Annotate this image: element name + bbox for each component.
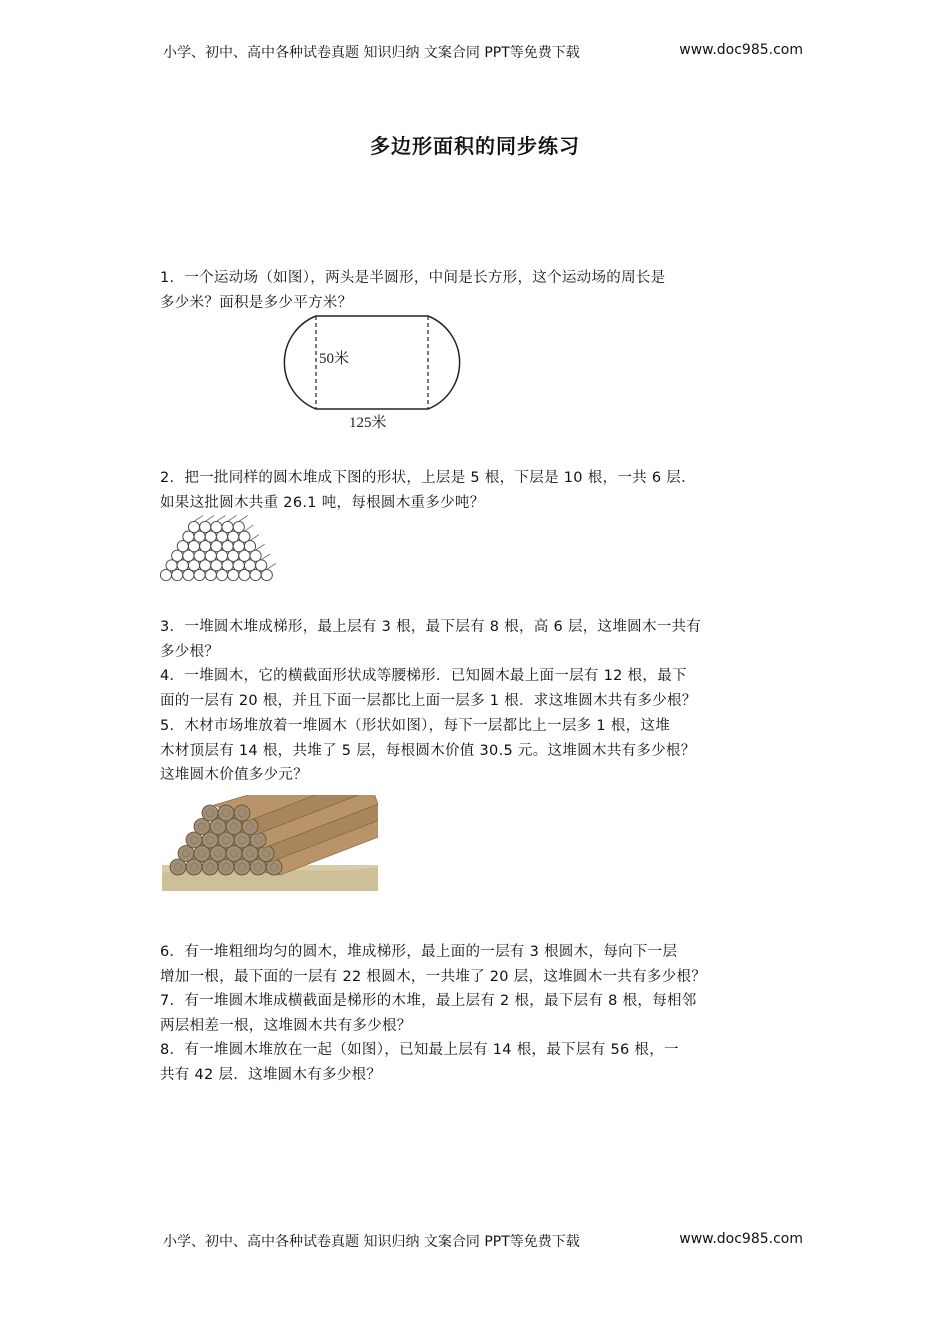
question-3 [160, 615, 792, 664]
stadium-length-label: 125米 [349, 415, 387, 431]
footer-text: 小学、初中、高中各种试卷真题 知识归纳 文案合同 PPT等免费下载 [163, 1234, 580, 1250]
log-depth-line [194, 515, 203, 521]
question-4 [160, 664, 792, 713]
question-7 [160, 989, 792, 1038]
question-6-line-1: 6．有一堆粗细均匀的圆木，堆成梯形，最上面的一层有 3 根圆木，每向下一层 [160, 944, 678, 960]
log-depth-line [267, 563, 276, 569]
page-footer [163, 1231, 803, 1251]
log-depth-line [205, 515, 214, 521]
question-5 [160, 714, 792, 788]
question-3-line-1: 3．一堆圆木堆成梯形，最上层有 3 根，最下层有 8 根，高 6 层，这堆圆木一共有 [160, 619, 702, 635]
question-2-line-1: 2．把一批同样的圆木堆成下图的形状，上层是 5 根，下层是 10 根，一共 6 层． [160, 470, 696, 486]
question-8-line-1: 8．有一堆圆木堆放在一起（如图），已知最上层有 14 根，最下层有 56 根，一 [160, 1042, 679, 1058]
question-5-line-1: 5．木材市场堆放着一堆圆木（形状如图），每下一层都比上一层多 1 根，这堆 [160, 718, 671, 734]
question-1-line-2: 多少米？面积是多少平方米？ [160, 294, 353, 311]
log-end [211, 521, 222, 532]
question-1-line-1: 1．一个运动场（如图），两头是半圆形，中间是长方形，这个运动场的周长是 [160, 270, 666, 286]
log-depth-line [228, 515, 237, 521]
question-3-line-2: 多少根？ [160, 643, 220, 660]
log-depth-line [239, 515, 248, 521]
log-depth-line [216, 515, 225, 521]
log-depth-line [250, 535, 259, 541]
question-8-line-2: 共有 42 层．这堆圆木有多少根？ [160, 1066, 382, 1083]
stadium-height-label: 50米 [319, 351, 350, 367]
question-5-line-2: 木材顶层有 14 根，共堆了 5 层，每根圆木价值 30.5 元。这堆圆木共有多少根？ [160, 742, 696, 759]
question-6 [160, 940, 792, 989]
page-title: 多边形面积的同步练习 [370, 134, 580, 158]
log-end [188, 521, 199, 532]
log-end [222, 521, 233, 532]
log-depth-line [256, 544, 265, 550]
footer-url[interactable]: www.doc985.com [679, 1231, 803, 1247]
page-header [163, 42, 803, 62]
log-depth-line [261, 554, 270, 560]
stadium-outline [284, 316, 459, 409]
log-end [202, 805, 218, 821]
question-4-line-1: 4．一堆圆木，它的横截面形状成等腰梯形．已知圆木最上面一层有 12 根，最下 [160, 668, 687, 684]
question-8 [160, 1038, 792, 1087]
question-6-line-2: 增加一根，最下面的一层有 22 根圆木，一共堆了 20 层，这堆圆木一共有多少根？ [160, 968, 707, 985]
log-end [234, 805, 250, 821]
header-text: 小学、初中、高中各种试卷真题 知识归纳 文案合同 PPT等免费下载 [163, 45, 580, 61]
question-7-line-2: 两层相差一根，这堆圆木共有多少根？ [160, 1017, 412, 1034]
header-url[interactable]: www.doc985.com [679, 42, 803, 58]
question-1 [160, 266, 792, 315]
question-7-line-1: 7．有一堆圆木堆成横截面是梯形的木堆，最上层有 2 根，最下层有 8 根，每相邻 [160, 993, 697, 1009]
log-depth-line [244, 525, 253, 531]
log-pile-figure [158, 515, 283, 585]
question-2 [160, 466, 792, 515]
question-5-line-3: 这堆圆木价值多少元？ [160, 767, 308, 783]
log-end [233, 521, 244, 532]
question-2-line-2: 如果这批圆木共重 26.1 吨，每根圆木重多少吨？ [160, 494, 485, 511]
stadium-figure [265, 310, 485, 435]
wood-pile-photo [162, 795, 378, 893]
log-end [200, 521, 211, 532]
question-4-line-2: 面的一层有 20 根，并且下面一层都比上面一层多 1 根．求这堆圆木共有多少根？ [160, 692, 697, 709]
log-end [218, 805, 234, 821]
